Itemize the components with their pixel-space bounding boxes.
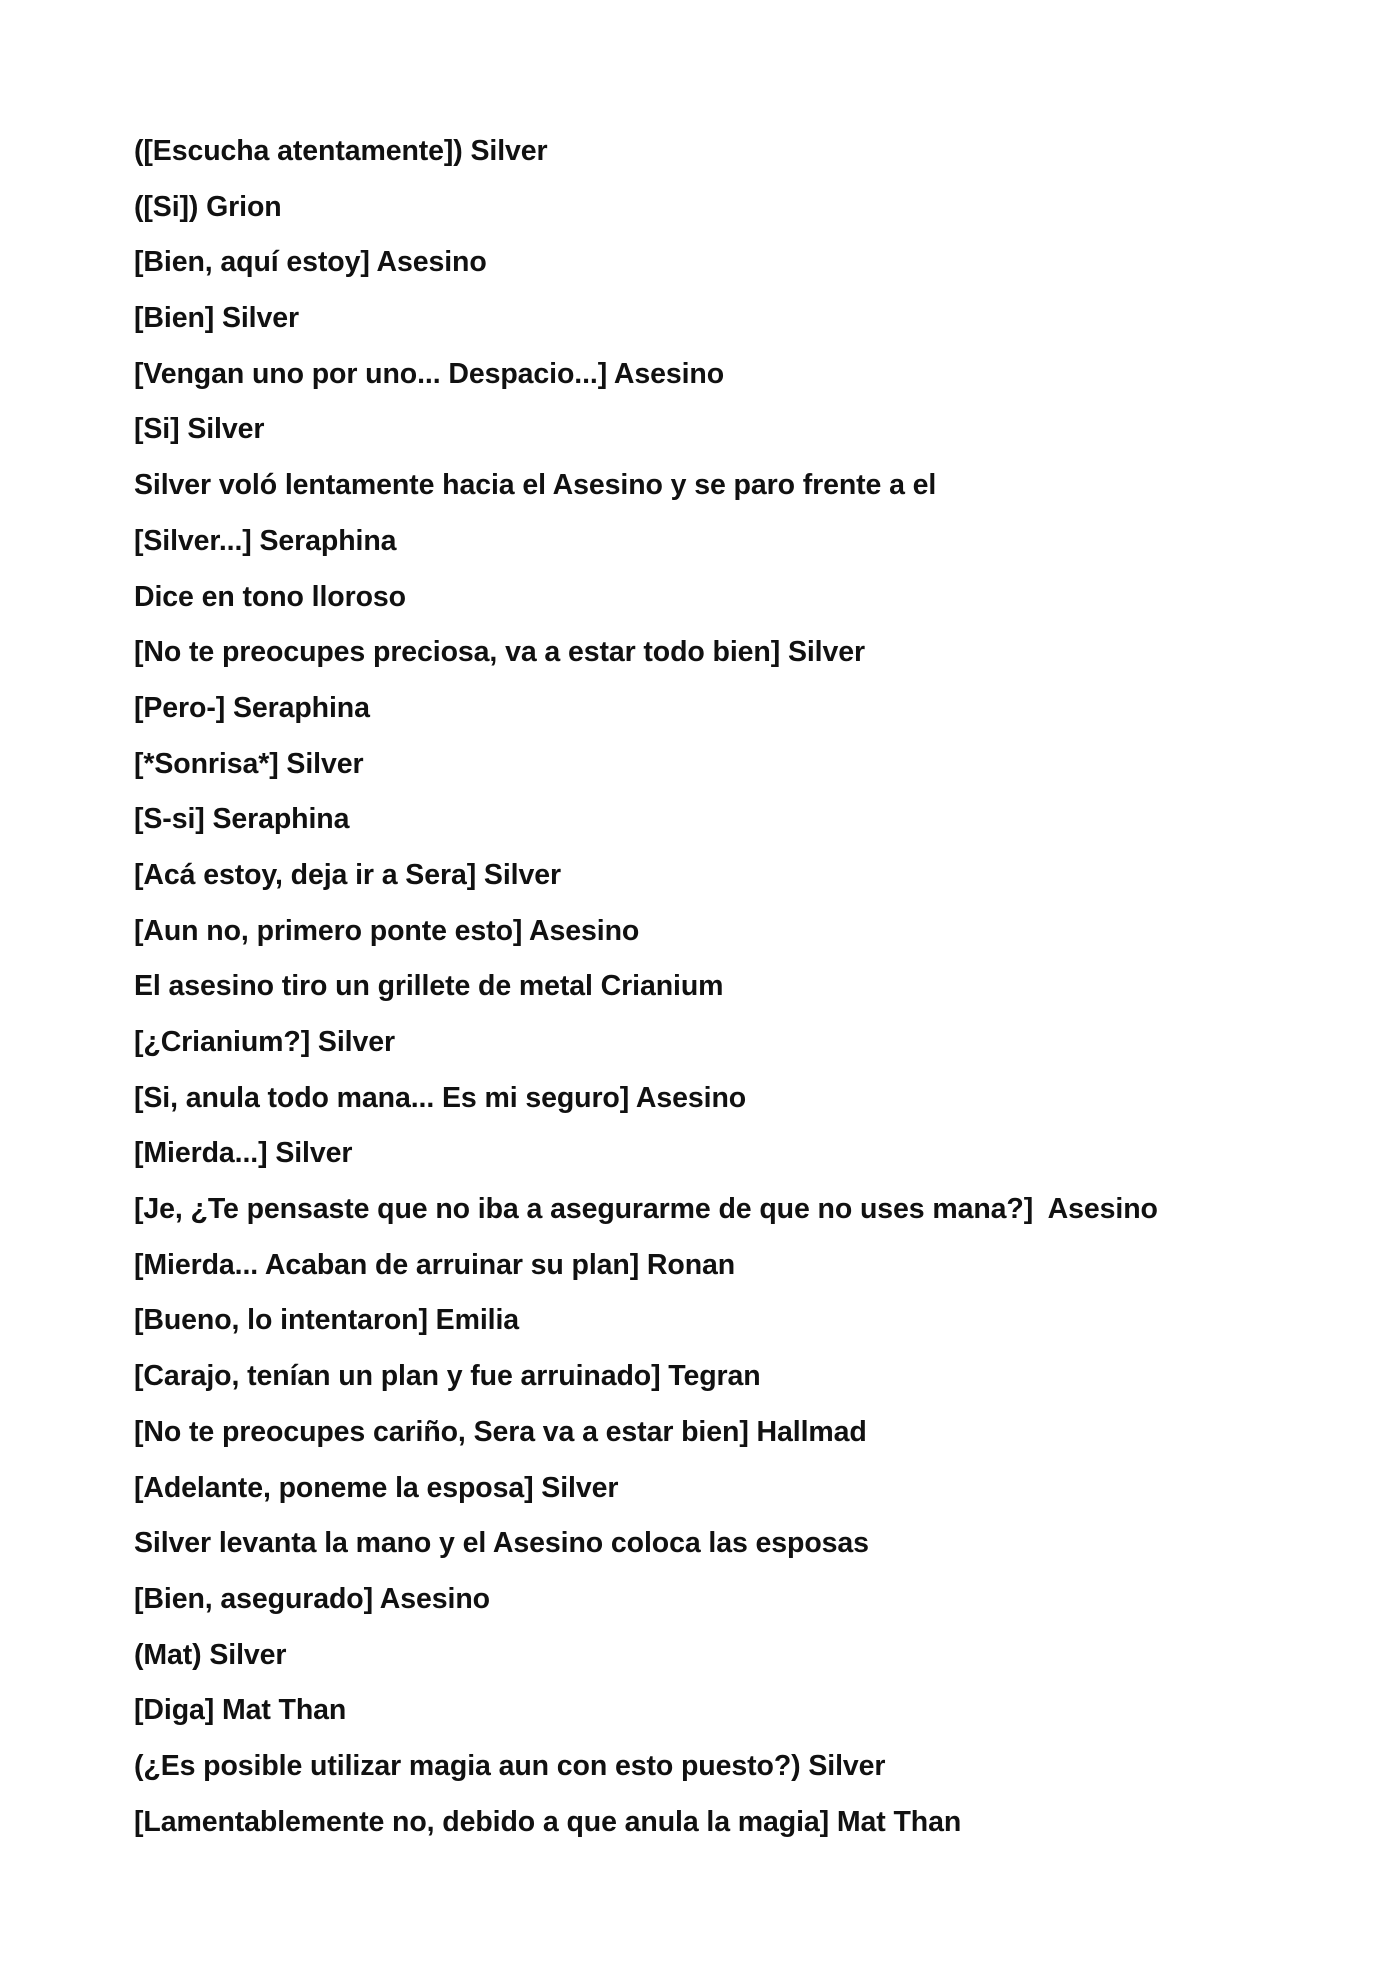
dialogue-line: [Bueno, lo intentaron] Emilia <box>134 1304 520 1337</box>
dialogue-line: [Vengan uno por uno... Despacio...] Asesino <box>134 357 725 390</box>
dialogue-line: ([Si]) Grion <box>134 190 282 223</box>
dialogue-line: [Bien, aquí estoy] Asesino <box>134 246 487 279</box>
dialogue-line: [Pero-] Seraphina <box>134 691 370 724</box>
dialogue-line: [Bien] Silver <box>134 302 299 335</box>
dialogue-line: [Si, anula todo mana... Es mi seguro] Asesino <box>134 1081 747 1114</box>
dialogue-line: [No te preocupes preciosa, va a estar todo bien] Silver <box>134 636 865 669</box>
dialogue-line: [Silver...] Seraphina <box>134 524 397 557</box>
dialogue-line: (Mat) Silver <box>134 1638 287 1671</box>
dialogue-line: [Je, ¿Te pensaste que no iba a asegurarme de que no uses mana?] Asesino <box>134 1193 1158 1226</box>
dialogue-line: [S-si] Seraphina <box>134 803 350 836</box>
narration-line: Silver voló lentamente hacia el Asesino y se paro frente a el <box>134 469 937 502</box>
dialogue-line: [Acá estoy, deja ir a Sera] Silver <box>134 858 561 891</box>
narration-line: Silver levanta la mano y el Asesino coloca las esposas <box>134 1527 869 1560</box>
dialogue-line: ([Escucha atentamente]) Silver <box>134 135 548 167</box>
dialogue-line: [Mierda... Acaban de arruinar su plan] Ronan <box>134 1248 736 1281</box>
dialogue-line: [Adelante, poneme la esposa] Silver <box>134 1471 619 1504</box>
dialogue-line: [Diga] Mat Than <box>134 1694 347 1727</box>
dialogue-line: [Carajo, tenían un plan y fue arruinado] Tegran <box>134 1360 761 1393</box>
narration-line: Dice en tono lloroso <box>134 580 406 613</box>
dialogue-lines <box>134 133 1158 1859</box>
dialogue-line: [Mierda...] Silver <box>134 1137 353 1170</box>
dialogue-line: [Bien, asegurado] Asesino <box>134 1582 490 1615</box>
dialogue-line: [Lamentablemente no, debido a que anula la magia] Mat Than <box>134 1805 962 1838</box>
dialogue-line: [Si] Silver <box>134 413 265 446</box>
dialogue-line: [*Sonrisa*] Silver <box>134 747 364 780</box>
dialogue-line: [¿Crianium?] Silver <box>134 1026 395 1058</box>
dialogue-line: [No te preocupes cariño, Sera va a estar bien] Hallmad <box>134 1415 867 1448</box>
narration-line: El asesino tiro un grillete de metal Crianium <box>134 970 724 1003</box>
dialogue-line: [Aun no, primero ponte esto] Asesino <box>134 914 640 947</box>
dialogue-line: (¿Es posible utilizar magia aun con esto puesto?) Silver <box>134 1749 886 1782</box>
